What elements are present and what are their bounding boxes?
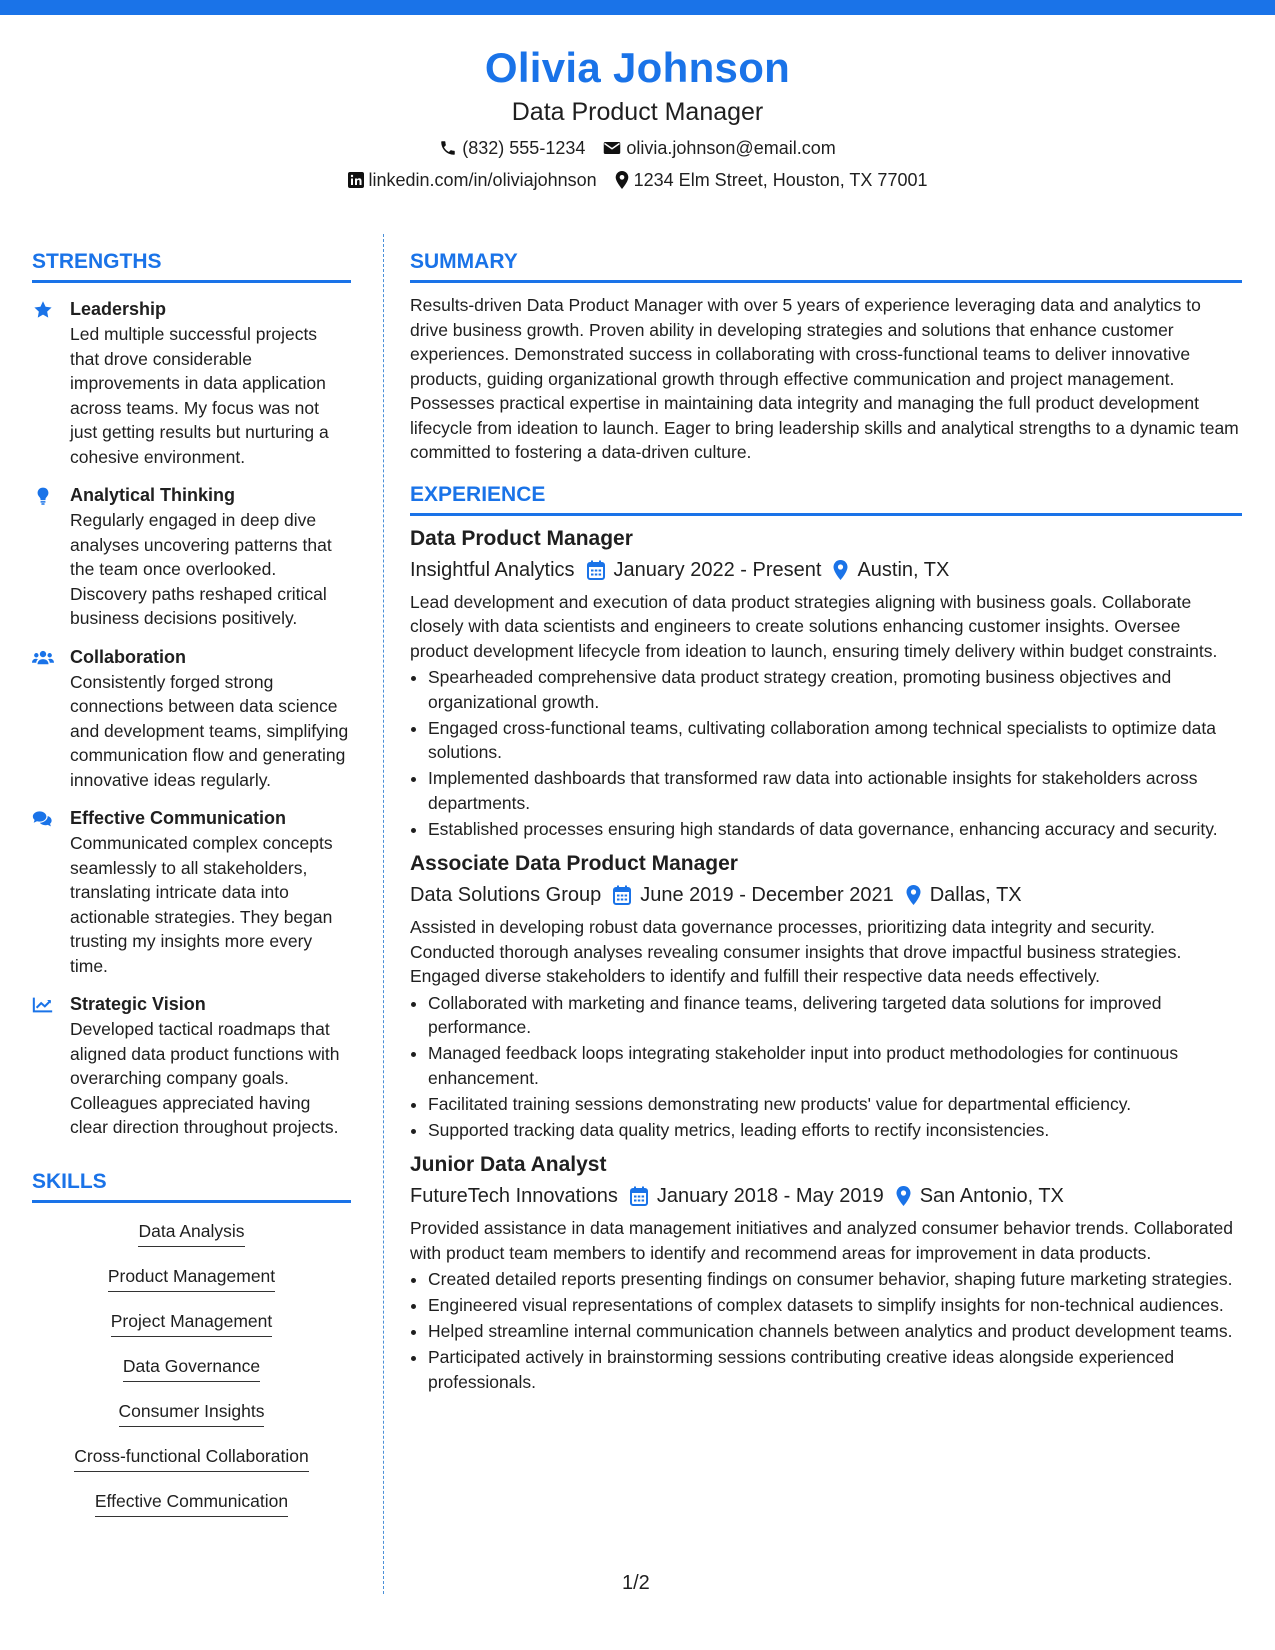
skill-item: Consumer Insights (119, 1399, 265, 1427)
address-text: 1234 Elm Street, Houston, TX 77001 (633, 170, 928, 190)
strength-item (32, 483, 351, 631)
job-dates-text: June 2019 - December 2021 (640, 884, 894, 906)
job-bullets (410, 991, 1242, 1143)
job-bullet: • Established processes ensuring high standards of data governance, enhancing accuracy and security. (428, 817, 1242, 842)
strength-item (32, 992, 351, 1140)
strength-desc: Regularly engaged in deep dive analyses uncovering patterns that the team once overlooked. Discovery paths reshaped critical business decisions positively. (70, 510, 332, 628)
strength-item (32, 806, 351, 978)
contact-line-1 (0, 136, 1275, 160)
job-meta (410, 556, 1242, 584)
job-dates (630, 1182, 884, 1210)
skills-list (32, 1211, 351, 1526)
phone-icon (439, 139, 457, 157)
job-title: Associate Data Product Manager (410, 852, 738, 875)
job-bullet: • Collaborated with marketing and finance teams, delivering targeted data solutions for improved performance. (428, 991, 1242, 1040)
job-bullet: • Managed feedback loops integrating stakeholder input into product methodologies for continuous enhancement. (428, 1041, 1242, 1090)
top-accent-bar (0, 0, 1275, 15)
page-number: 1/2 (622, 1572, 650, 1594)
job-dates (587, 556, 822, 584)
contact-line-2 (0, 168, 1275, 192)
job-location-text: Dallas, TX (929, 884, 1022, 906)
resume-header (0, 42, 1275, 192)
lightbulb-icon (32, 486, 54, 506)
left-column (32, 248, 351, 1526)
chart-line-icon (32, 995, 54, 1015)
job-location-text: Austin, TX (857, 558, 950, 581)
linkedin-text[interactable]: linkedin.com/in/oliviajohnson (368, 170, 597, 190)
map-pin-icon (896, 1186, 911, 1206)
calendar-icon (613, 885, 631, 905)
calendar-icon (587, 560, 605, 580)
job-dates-text: January 2022 - Present (613, 558, 822, 581)
skills-heading: SKILLS (32, 1168, 351, 1203)
job-title: Data Product Manager (410, 526, 633, 550)
skill-item: Product Management (108, 1264, 275, 1292)
skill-item: Project Management (111, 1309, 272, 1337)
job-location (896, 1182, 1064, 1210)
skill-item: Data Governance (123, 1354, 260, 1382)
phone-contact (439, 136, 585, 160)
right-column (410, 248, 1242, 1396)
job-company: Insightful Analytics (410, 558, 575, 581)
envelope-icon (603, 140, 621, 156)
strengths-heading: STRENGTHS (32, 248, 351, 283)
job-entry (410, 1151, 1242, 1394)
summary-text: Results-driven Data Product Manager with over 5 years of experience leveraging data and analytics to drive business growth. Proven ability in developing strategies and solutions that enhance customer experiences. Demonstrated success in collaborating with cross-functional teams to deliver innovative products, guiding organizational growth through effective communication and project management. Possesses practical expertise in maintaining data integrity and managing the full product development lifecycle from ideation to launch. Eager to bring leadership skills and analytical strengths to a dynamic team committed to fostering a data-driven culture. (410, 295, 1239, 462)
job-dates-text: January 2018 - May 2019 (656, 1185, 884, 1207)
column-divider (383, 234, 384, 1594)
users-icon (32, 648, 54, 668)
chat-icon (32, 809, 54, 829)
skill-item: Cross-functional Collaboration (74, 1444, 308, 1472)
job-description: Assisted in developing robust data governance processes, prioritizing data integrity and security. Conducted thorough analyses revealing consumer insights that drove impactful business strategies. Engaged diverse stakeholders to identify and fulfill their respective data needs effectively. (410, 917, 1182, 986)
strength-desc: Led multiple successful projects that drove considerable improvements in data application across teams. My focus was not just getting results but nurturing a cohesive environment. (70, 324, 329, 467)
job-location (833, 556, 949, 584)
map-pin-icon (906, 885, 921, 905)
strength-title: Effective Communication (70, 808, 287, 828)
map-pin-icon (615, 171, 629, 189)
job-bullets (410, 665, 1242, 841)
summary-heading: SUMMARY (410, 248, 1242, 283)
job-bullet: • Supported tracking data quality metrics, leading efforts to rectify inconsistencies. (428, 1118, 1242, 1143)
calendar-icon (630, 1186, 648, 1206)
candidate-name: Olivia Johnson (484, 44, 791, 91)
phone-text: (832) 555-1234 (462, 138, 586, 158)
strength-title: Collaboration (70, 646, 186, 667)
linkedin-contact[interactable] (348, 168, 597, 192)
star-icon (32, 300, 54, 320)
strength-desc: Developed tactical roadmaps that aligned data product functions with overarching company goals. Colleagues appreciated having clear direction throughout projects. (70, 1019, 340, 1137)
linkedin-icon (348, 172, 364, 188)
job-entry (410, 525, 1242, 842)
job-location (906, 881, 1022, 909)
job-bullet: • Participated actively in brainstorming sessions contributing creative ideas alongside experienced professionals. (428, 1345, 1242, 1394)
job-entry (410, 850, 1242, 1142)
strength-desc: Consistently forged strong connections between data science and development teams, simplifying communication flow and generating innovative ideas regularly. (70, 671, 349, 790)
job-bullet: • Engaged cross-functional teams, cultivating collaboration among technical specialists to optimize data solutions. (428, 716, 1242, 765)
skill-item: Data Analysis (138, 1219, 244, 1247)
job-bullet: • Engineered visual representations of complex datasets to simplify insights for non-technical audiences. (428, 1293, 1242, 1318)
strength-item (32, 645, 351, 793)
job-title: Junior Data Analyst (410, 1153, 607, 1176)
job-bullet: • Facilitated training sessions demonstrating new products' value for departmental efficiency. (428, 1092, 1242, 1117)
job-location-text: San Antonio, TX (919, 1185, 1064, 1207)
skill-item: Effective Communication (95, 1489, 288, 1517)
job-description: Provided assistance in data management initiatives and analyzed consumer behavior trends. Collaborated with product team members to identify and recommend areas for improvement in data products. (410, 1218, 1233, 1263)
address-contact (615, 168, 928, 192)
job-bullet: • Created detailed reports presenting findings on consumer behavior, shaping future marketing strategies. (428, 1267, 1242, 1292)
strength-title: Leadership (70, 299, 167, 319)
job-dates (613, 881, 894, 909)
strength-item (32, 297, 351, 469)
strength-title: Analytical Thinking (70, 485, 236, 505)
job-bullets (410, 1267, 1242, 1394)
experience-heading: EXPERIENCE (410, 481, 1242, 516)
strength-title: Strategic Vision (70, 994, 206, 1014)
strength-desc: Communicated complex concepts seamlessly to all stakeholders, translating intricate data into actionable strategies. They began trusting my insights more every time. (70, 833, 333, 976)
job-meta (410, 881, 1242, 909)
job-description: Lead development and execution of data product strategies aligning with business goals. Collaborate closely with data scientists and engineers to create solutions enhancing customer insights. Oversee product development lifecycle from ideation to launch, ensuring timely delivery within budget constraints. (410, 591, 1218, 661)
email-text[interactable]: olivia.johnson@email.com (626, 138, 836, 158)
map-pin-icon (833, 560, 848, 580)
job-bullet: • Spearheaded comprehensive data product strategy creation, promoting business objectives and organizational growth. (428, 665, 1242, 714)
job-bullet: • Implemented dashboards that transformed raw data into actionable insights for stakeholders across departments. (428, 766, 1242, 815)
job-bullet: • Helped streamline internal communication channels between analytics and product development teams. (428, 1319, 1242, 1344)
job-meta (410, 1182, 1242, 1210)
candidate-title: Data Product Manager (511, 98, 764, 126)
email-contact[interactable] (603, 136, 835, 160)
job-company: Data Solutions Group (410, 884, 602, 906)
job-company: FutureTech Innovations (410, 1185, 618, 1207)
